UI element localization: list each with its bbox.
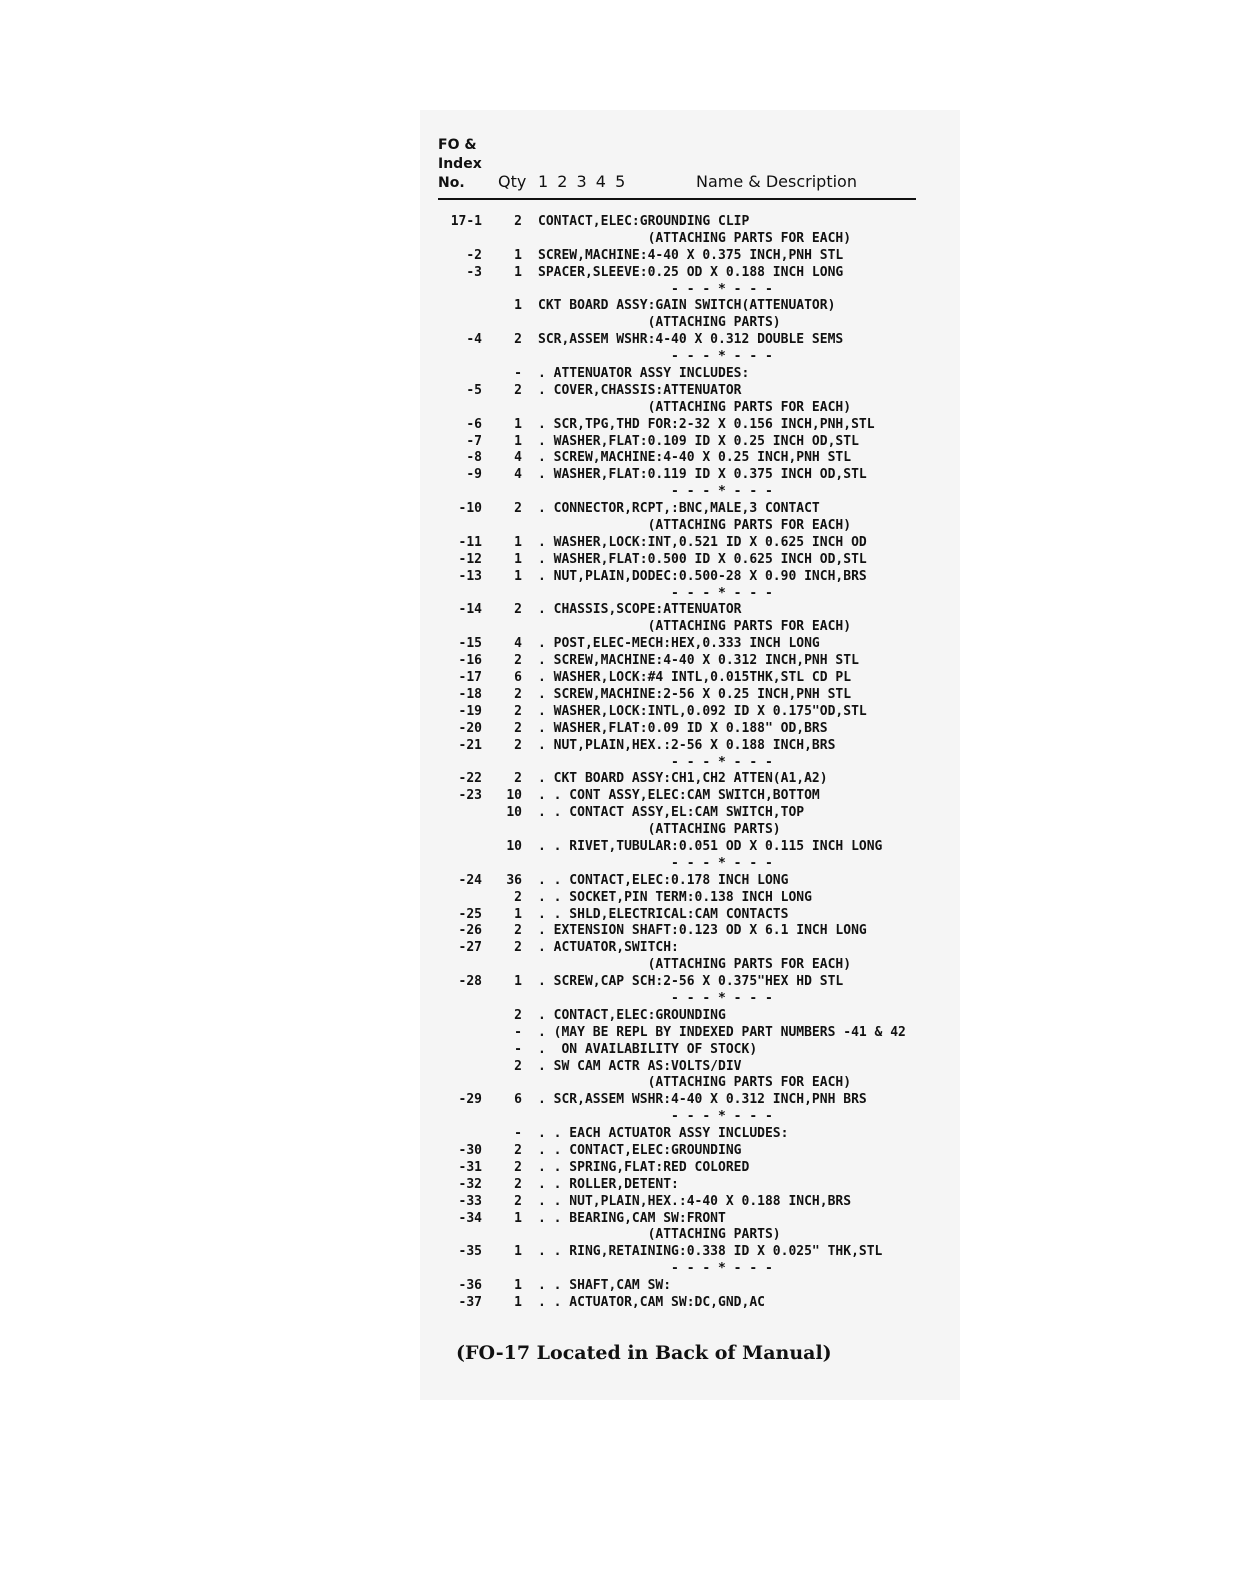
description: CKT BOARD ASSY:GAIN SWITCH(ATTENUATOR) (538, 298, 836, 314)
quantity: 2 (514, 1058, 522, 1074)
description: . . EACH ACTUATOR ASSY INCLUDES: (538, 1126, 789, 1142)
table-row (438, 450, 958, 467)
table-row (438, 788, 958, 805)
table-row (438, 636, 958, 653)
index-number: -11 (458, 534, 482, 550)
index-number: -36 (458, 1278, 482, 1294)
table-row (438, 957, 958, 974)
table-row (438, 890, 958, 907)
table-row (438, 265, 958, 282)
table-row (438, 1126, 958, 1143)
table-row (438, 400, 958, 417)
index-number: -20 (458, 720, 482, 736)
description: - - - * - - - (538, 281, 773, 297)
quantity: 1 (514, 1244, 522, 1260)
description: . WASHER,LOCK:#4 INTL,0.015THK,STL CD PL (538, 670, 852, 686)
table-row (438, 569, 958, 586)
description: . WASHER,FLAT:0.109 ID X 0.25 INCH OD,STL (538, 433, 859, 449)
table-row (438, 1194, 958, 1211)
description: CONTACT,ELEC:GROUNDING CLIP (538, 214, 750, 229)
table-row (438, 1211, 958, 1228)
description: . CONTACT,ELEC:GROUNDING (538, 1007, 726, 1023)
quantity: 2 (514, 653, 522, 669)
table-row (438, 383, 958, 400)
table-row (438, 974, 958, 991)
table-row (438, 1025, 958, 1042)
index-number: -29 (458, 1092, 482, 1108)
table-row (438, 704, 958, 721)
index-number: -7 (466, 433, 482, 449)
description: . SCR,TPG,THD FOR:2-32 X 0.156 INCH,PNH,STL (538, 416, 875, 432)
table-row (438, 771, 958, 788)
index-number: -25 (458, 906, 482, 922)
quantity: 1 (514, 264, 522, 280)
description: SCR,ASSEM WSHR:4-40 X 0.312 DOUBLE SEMS (538, 332, 844, 348)
index-number: -24 (458, 872, 482, 888)
quantity: 1 (514, 416, 522, 432)
table-row (438, 687, 958, 704)
table-row (438, 1261, 958, 1278)
table-row (438, 349, 958, 366)
table-row (438, 248, 958, 265)
table-row (438, 839, 958, 856)
table-row (438, 991, 958, 1008)
index-number: -3 (466, 264, 482, 280)
description: (ATTACHING PARTS FOR EACH) (538, 619, 852, 635)
table-row (438, 231, 958, 248)
index-number: -18 (458, 686, 482, 702)
description: . EXTENSION SHAFT:0.123 OD X 6.1 INCH LONG (538, 923, 867, 939)
description: . . CONTACT,ELEC:GROUNDING (538, 1142, 742, 1158)
description: - - - * - - - (538, 1109, 773, 1125)
description: . WASHER,FLAT:0.09 ID X 0.188" OD,BRS (538, 720, 828, 736)
qty-header: Qty (498, 172, 527, 191)
description: - - - * - - - (538, 1261, 773, 1277)
quantity: 2 (514, 889, 522, 905)
table-row (438, 282, 958, 299)
quantity: 1 (514, 247, 522, 263)
quantity: 2 (514, 737, 522, 753)
description: . WASHER,LOCK:INTL,0.092 ID X 0.175"OD,STL (538, 703, 867, 719)
index-number: -26 (458, 923, 482, 939)
table-row (438, 434, 958, 451)
quantity: 4 (514, 636, 522, 652)
table-row (438, 873, 958, 890)
table-row (438, 1075, 958, 1092)
table-row (438, 484, 958, 501)
index-number: -37 (458, 1295, 482, 1310)
table-row (438, 1295, 958, 1312)
footer-note: (FO-17 Located in Back of Manual) (456, 1342, 832, 1364)
quantity: 2 (514, 720, 522, 736)
index-number: -21 (458, 737, 482, 753)
quantity: 2 (514, 1159, 522, 1175)
description: . SCREW,MACHINE:4-40 X 0.25 INCH,PNH STL (538, 450, 852, 466)
index-number: -13 (458, 568, 482, 584)
description: . . SHLD,ELECTRICAL:CAM CONTACTS (538, 906, 789, 922)
description: . . SPRING,FLAT:RED COLORED (538, 1159, 750, 1175)
description: . ON AVAILABILITY OF STOCK) (538, 1041, 758, 1057)
description: . ATTENUATOR ASSY INCLUDES: (538, 366, 750, 382)
table-row (438, 1092, 958, 1109)
table-row (438, 822, 958, 839)
quantity: 2 (514, 1193, 522, 1209)
quantity: 2 (514, 703, 522, 719)
quantity: 1 (514, 1210, 522, 1226)
index-number: -17 (458, 670, 482, 686)
quantity: 1 (514, 534, 522, 550)
quantity: - (514, 366, 522, 382)
quantity: 6 (514, 1092, 522, 1108)
table-row (438, 1143, 958, 1160)
index-number: -4 (466, 332, 482, 348)
description: . . CONTACT ASSY,EL:CAM SWITCH,TOP (538, 805, 805, 821)
description: . ACTUATOR,SWITCH: (538, 940, 679, 956)
description: . SCREW,MACHINE:2-56 X 0.25 INCH,PNH STL (538, 686, 852, 702)
index-number: -23 (458, 788, 482, 804)
description: . . RING,RETAINING:0.338 ID X 0.025" THK,STL (538, 1244, 883, 1260)
quantity: 4 (514, 467, 522, 483)
description: . . NUT,PLAIN,HEX.:4-40 X 0.188 INCH,BRS (538, 1193, 852, 1209)
table-row (438, 923, 958, 940)
description: . WASHER,LOCK:INT,0.521 ID X 0.625 INCH OD (538, 534, 867, 550)
description: - - - * - - - (538, 855, 773, 871)
description: - - - * - - - (538, 349, 773, 365)
name-description-header: Name & Description (696, 172, 857, 191)
index-number: -28 (458, 974, 482, 990)
quantity: 36 (506, 872, 522, 888)
description: . . BEARING,CAM SW:FRONT (538, 1210, 726, 1226)
quantity: - (514, 1126, 522, 1142)
index-number: -33 (458, 1193, 482, 1209)
table-row (438, 298, 958, 315)
description: (ATTACHING PARTS FOR EACH) (538, 957, 852, 973)
levels-header: 1 2 3 4 5 (538, 172, 628, 191)
index-number: -12 (458, 551, 482, 567)
description: . WASHER,FLAT:0.500 ID X 0.625 INCH OD,STL (538, 551, 867, 567)
description: - - - * - - - (538, 990, 773, 1006)
description: . (MAY BE REPL BY INDEXED PART NUMBERS -41 & 42 (538, 1024, 906, 1040)
table-row (438, 738, 958, 755)
description: SPACER,SLEEVE:0.25 OD X 0.188 INCH LONG (538, 264, 844, 280)
description: . NUT,PLAIN,DODEC:0.500-28 X 0.90 INCH,BRS (538, 568, 867, 584)
index-number: -31 (458, 1159, 482, 1175)
description: . . RIVET,TUBULAR:0.051 OD X 0.115 INCH LONG (538, 838, 883, 854)
table-row (438, 619, 958, 636)
description: . NUT,PLAIN,HEX.:2-56 X 0.188 INCH,BRS (538, 737, 836, 753)
index-number: -30 (458, 1142, 482, 1158)
description: - - - * - - - (538, 585, 773, 601)
quantity: 4 (514, 450, 522, 466)
description: . POST,ELEC-MECH:HEX,0.333 INCH LONG (538, 636, 820, 652)
table-row (438, 940, 958, 957)
quantity: 6 (514, 670, 522, 686)
table-row (438, 1244, 958, 1261)
description: (ATTACHING PARTS FOR EACH) (538, 230, 852, 246)
index-number: -22 (458, 771, 482, 787)
table-row (438, 721, 958, 738)
quantity: 10 (506, 838, 522, 854)
quantity: 2 (514, 332, 522, 348)
description: (ATTACHING PARTS FOR EACH) (538, 518, 852, 534)
index-number: -35 (458, 1244, 482, 1260)
description: (ATTACHING PARTS FOR EACH) (538, 1075, 852, 1091)
table-row (438, 1177, 958, 1194)
description: (ATTACHING PARTS) (538, 315, 781, 331)
description: . COVER,CHASSIS:ATTENUATOR (538, 382, 742, 398)
parts-list (438, 214, 958, 1312)
index-number: -15 (458, 636, 482, 652)
table-row (438, 467, 958, 484)
quantity: - (514, 1041, 522, 1057)
table-row (438, 332, 958, 349)
quantity: 1 (514, 551, 522, 567)
table-row (438, 586, 958, 603)
table-row (438, 1160, 958, 1177)
table-row (438, 518, 958, 535)
quantity: 2 (514, 940, 522, 956)
index-number: -19 (458, 703, 482, 719)
index-number: -14 (458, 602, 482, 618)
description: . . SHAFT,CAM SW: (538, 1278, 672, 1294)
description: . . CONT ASSY,ELEC:CAM SWITCH,BOTTOM (538, 788, 820, 804)
quantity: 2 (514, 501, 522, 517)
table-row (438, 1227, 958, 1244)
index-number: -10 (458, 501, 482, 517)
quantity: 1 (514, 1295, 522, 1310)
quantity: - (514, 1024, 522, 1040)
index-number: -6 (466, 416, 482, 432)
quantity: 10 (506, 805, 522, 821)
description: . SCREW,MACHINE:4-40 X 0.312 INCH,PNH STL (538, 653, 859, 669)
table-row (438, 653, 958, 670)
quantity: 1 (514, 1278, 522, 1294)
index-number: -8 (466, 450, 482, 466)
table-row (438, 907, 958, 924)
description: . . SOCKET,PIN TERM:0.138 INCH LONG (538, 889, 812, 905)
description: SCREW,MACHINE:4-40 X 0.375 INCH,PNH STL (538, 247, 844, 263)
description: . SW CAM ACTR AS:VOLTS/DIV (538, 1058, 742, 1074)
table-row (438, 315, 958, 332)
table-row (438, 1042, 958, 1059)
index-number: -2 (466, 247, 482, 263)
index-number: -5 (466, 382, 482, 398)
quantity: 1 (514, 974, 522, 990)
description: . CKT BOARD ASSY:CH1,CH2 ATTEN(A1,A2) (538, 771, 828, 787)
quantity: 2 (514, 771, 522, 787)
table-row (438, 670, 958, 687)
description: . SCREW,CAP SCH:2-56 X 0.375"HEX HD STL (538, 974, 844, 990)
quantity: 1 (514, 298, 522, 314)
description: (ATTACHING PARTS FOR EACH) (538, 399, 852, 415)
quantity: 2 (514, 602, 522, 618)
description: (ATTACHING PARTS) (538, 1227, 781, 1243)
index-number: -34 (458, 1210, 482, 1226)
quantity: 2 (514, 1007, 522, 1023)
index-number: -9 (466, 467, 482, 483)
index-number: -32 (458, 1176, 482, 1192)
description: . SCR,ASSEM WSHR:4-40 X 0.312 INCH,PNH BRS (538, 1092, 867, 1108)
description: . . ACTUATOR,CAM SW:DC,GND,AC (538, 1295, 765, 1310)
table-row (438, 535, 958, 552)
quantity: 1 (514, 906, 522, 922)
quantity: 2 (514, 1142, 522, 1158)
quantity: 2 (514, 382, 522, 398)
table-row (438, 214, 958, 231)
index-number: 17-1 (450, 214, 482, 229)
quantity: 2 (514, 1176, 522, 1192)
description: (ATTACHING PARTS) (538, 822, 781, 838)
quantity: 10 (506, 788, 522, 804)
table-row (438, 1059, 958, 1076)
quantity: 1 (514, 433, 522, 449)
description: - - - * - - - (538, 754, 773, 770)
table-row (438, 1109, 958, 1126)
description: . CONNECTOR,RCPT,:BNC,MALE,3 CONTACT (538, 501, 820, 517)
index-number: -16 (458, 653, 482, 669)
table-row (438, 552, 958, 569)
description: . WASHER,FLAT:0.119 ID X 0.375 INCH OD,STL (538, 467, 867, 483)
table-row (438, 1278, 958, 1295)
table-row (438, 805, 958, 822)
description: . CHASSIS,SCOPE:ATTENUATOR (538, 602, 742, 618)
index-number: -27 (458, 940, 482, 956)
quantity: 2 (514, 923, 522, 939)
description: - - - * - - - (538, 484, 773, 500)
table-row (438, 417, 958, 434)
description: . . CONTACT,ELEC:0.178 INCH LONG (538, 872, 789, 888)
quantity: 1 (514, 568, 522, 584)
table-row (438, 366, 958, 383)
table-row (438, 755, 958, 772)
table-row (438, 1008, 958, 1025)
table-row (438, 602, 958, 619)
table-row (438, 501, 958, 518)
table-row (438, 856, 958, 873)
fo-index-header: FO & Index No. (438, 137, 482, 191)
quantity: 2 (514, 214, 522, 229)
table-header (438, 136, 916, 200)
quantity: 2 (514, 686, 522, 702)
description: . . ROLLER,DETENT: (538, 1176, 679, 1192)
